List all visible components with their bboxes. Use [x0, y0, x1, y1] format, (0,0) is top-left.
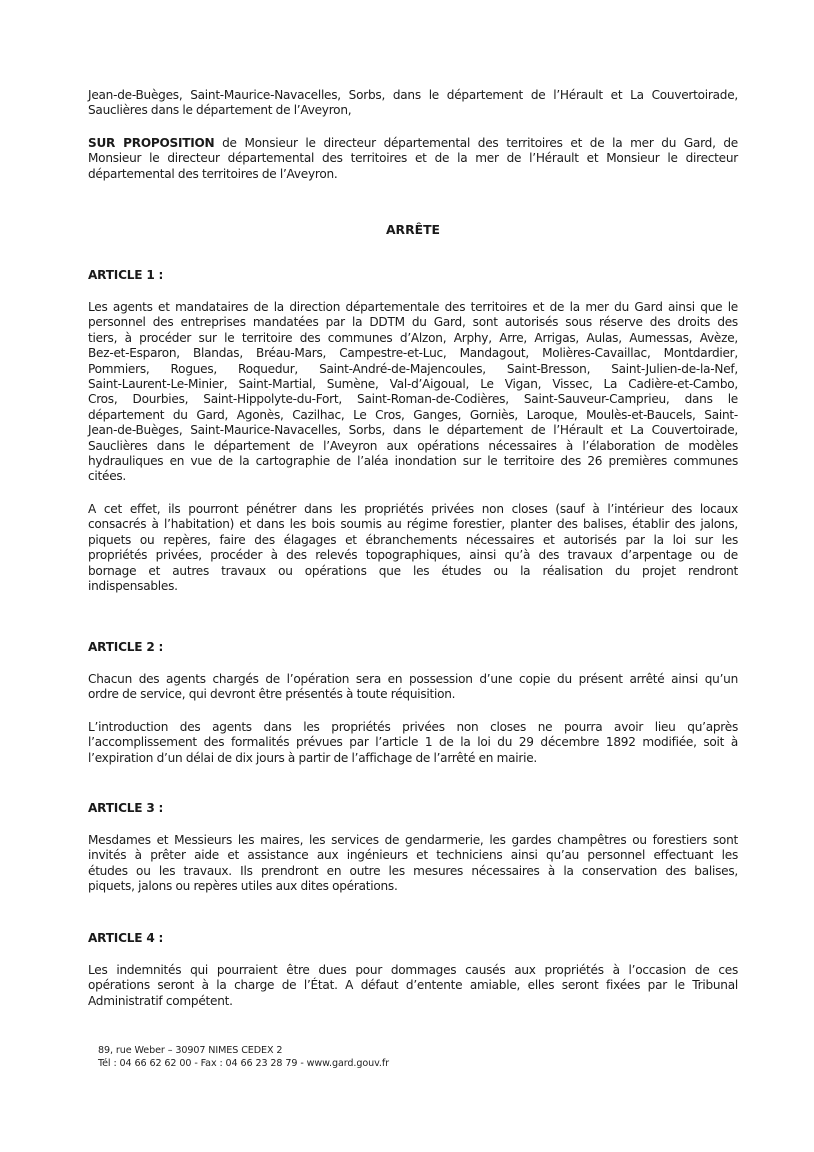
intro-paragraph: [88, 88, 738, 119]
text-line: ordre de service, qui devront être présentés à toute réquisition.: [88, 687, 456, 702]
proposition-lead: SUR PROPOSITION: [88, 136, 215, 150]
footer-address: 89, rue Weber – 30907 NIMES CEDEX 2: [98, 1045, 283, 1056]
text-line: Jean-de-Buèges, Saint-Maurice-Navacelles, Sorbs, dans le département de l’Hérault et La Couvertoirade,: [88, 88, 738, 102]
text-line: Les indemnités qui pourraient être dues pour dommages causés aux propriétés à l’occasion de ces: [88, 963, 738, 977]
text-line: Mesdames et Messieurs les maires, les services de gendarmerie, les gardes champêtres ou forestiers sont: [88, 833, 738, 847]
footer: [98, 1044, 389, 1070]
text-line: Monsieur le directeur départemental des territoires et de la mer de l’Hérault et Monsieur le directeur: [88, 151, 738, 166]
footer-contact: Tél : 04 66 62 62 00 - Fax : 04 66 23 28 79 - www.gard.gouv.fr: [98, 1058, 389, 1069]
text-line: études ou les travaux. Ils prendront en outre les mesures nécessaires à la conservation des balises,: [88, 863, 738, 878]
text-line: hydrauliques en vue de la cartographie de l’aléa inondation sur le territoire des 26 premières communes: [88, 454, 738, 469]
article-2-paragraph-1: [88, 672, 738, 703]
article-4-paragraph-1: [88, 963, 738, 1009]
article-1-paragraph-1: [88, 300, 738, 485]
article-1-heading: ARTICLE 1 :: [88, 268, 164, 282]
text-line: personnel des entreprises mandatées par la DDTM du Gard, sont autorisés sous réserve des droits des: [88, 315, 738, 330]
text-line: piquets ou repères, faire des élagages et ébranchements nécessaires et autorisés par la loi sur les: [88, 532, 738, 547]
text-line: Sauclières dans le département de l’Aveyron aux opérations nécessaires à l’élaboration de modèles: [88, 438, 738, 453]
text-line: départemental des territoires de l’Aveyron.: [88, 166, 338, 181]
decree-title: ARRÊTE: [385, 222, 441, 237]
article-3-heading: ARTICLE 3 :: [88, 801, 164, 815]
text-line: tiers, à procéder sur le territoire des communes d’Alzon, Arphy, Arre, Arrigas, Aulas, Aumessas, Avèze,: [88, 330, 738, 345]
text-line: piquets, jalons ou repères utiles aux dites opérations.: [88, 879, 398, 894]
text-line: département du Gard, Agonès, Cazilhac, Le Cros, Ganges, Gorniès, Laroque, Moulès-et-Baucels, Saint-: [88, 407, 738, 422]
text-line: opérations seront à la charge de l’État. A défaut d’entente amiable, elles seront fixées par le Tribunal: [88, 978, 738, 993]
text-line: invités à prêter aide et assistance aux ingénieurs et techniciens ainsi qu’au personnel effectuant les: [88, 848, 738, 863]
text-line: Administratif compétent.: [88, 993, 233, 1008]
article-4-heading: ARTICLE 4 :: [88, 931, 164, 945]
text-line: Sauclières dans le département de l’Aveyron,: [88, 103, 352, 118]
text-line: [88, 136, 738, 151]
proposition-paragraph: [88, 136, 738, 182]
article-1-paragraph-2: [88, 502, 738, 594]
text-line: consacrés à l’habitation) et dans les bois soumis au régime forestier, planter des balises, établir des jalons,: [88, 517, 738, 532]
text-span: de Monsieur le directeur départemental des territoires et de la mer du Gard, de: [214, 136, 738, 150]
text-line: indispensables.: [88, 579, 178, 594]
text-line: Saint-Laurent-Le-Minier, Saint-Martial, Sumène, Val-d’Aigoual, Le Vigan, Vissec, La Cadière-et-Cambo,: [88, 377, 738, 392]
text-line: bornage et autres travaux ou opérations que les études ou la réalisation du projet rendront: [88, 563, 738, 578]
article-2-heading: ARTICLE 2 :: [88, 640, 164, 654]
text-line: Chacun des agents chargés de l’opération sera en possession d’une copie du présent arrêté ainsi qu’un: [88, 672, 738, 686]
text-line: L’introduction des agents dans les propriétés privées non closes ne pourra avoir lieu qu’après: [88, 720, 738, 734]
text-line: Bez-et-Esparon, Blandas, Bréau-Mars, Campestre-et-Luc, Mandagout, Molières-Cavaillac, Montdardier,: [88, 346, 738, 361]
article-3-paragraph-1: [88, 833, 738, 895]
text-line: Jean-de-Buèges, Saint-Maurice-Navacelles, Sorbs, dans le département de l’Hérault et La Couvertoirade,: [88, 423, 738, 438]
text-line: Les agents et mandataires de la direction départementale des territoires et de la mer du Gard ainsi que le: [88, 300, 738, 314]
text-line: l’accomplissement des formalités prévues par l’article 1 de la loi du 29 décembre 1892 modifiée, soit à: [88, 735, 738, 750]
text-line: propriétés privées, procéder à des relevés topographiques, ainsi qu’à des travaux d’arpentage ou de: [88, 548, 738, 563]
article-2-paragraph-2: [88, 720, 738, 766]
text-line: citées.: [88, 469, 127, 484]
text-line: A cet effet, ils pourront pénétrer dans les propriétés privées non closes (sauf à l’intérieur des locaux: [88, 502, 738, 516]
text-line: Pommiers, Rogues, Roquedur, Saint-André-de-Majencoules, Saint-Bresson, Saint-Julien-de-la-Nef,: [88, 361, 738, 376]
text-line: Cros, Dourbies, Saint-Hippolyte-du-Fort, Saint-Roman-de-Codières, Saint-Sauveur-Camprieu, dans le: [88, 392, 738, 407]
text-line: l’expiration d’un délai de dix jours à partir de l’affichage de l’arrêté en mairie.: [88, 750, 537, 765]
